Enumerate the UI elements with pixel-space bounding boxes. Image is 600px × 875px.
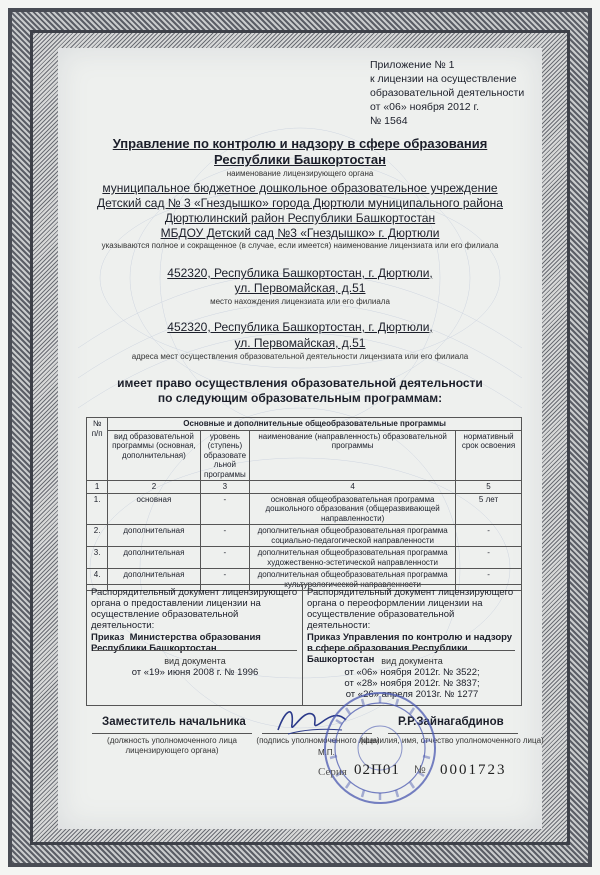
reissue-order-text: Распорядительный документ лицензирующего органа о переоформлении лицензии на осуществление образовательной деятельности: (307, 587, 514, 631)
serial-number: 0001723 (440, 762, 507, 778)
table-header-row (87, 430, 522, 481)
signer-position: Заместитель начальника (102, 716, 246, 728)
licensee-line: Детский сад № 3 «Гнездышко» города Дюртюли муниципального района (97, 196, 503, 210)
issue-order-body: Министерства образования Республики Башкортостан (91, 632, 261, 654)
position-caption: (должность уполномоченного лица (107, 736, 237, 745)
row-level: - (200, 493, 250, 525)
row-term: - (456, 525, 522, 547)
licensee-line: муниципальное бюджетное дошкольное образовательное учреждение (102, 181, 498, 195)
official-stamp (322, 690, 438, 806)
row-kind: дополнительная (108, 525, 200, 547)
appendix-line: образовательной деятельности (370, 87, 525, 99)
row-name: дополнительная общеобразовательная программа культурологической направленности (250, 569, 456, 591)
seal-place-label: М.П. (318, 748, 335, 757)
reissue-doc-caption: вид документа (381, 656, 443, 666)
row-term: - (456, 547, 522, 569)
serial-series: 02П01 (354, 762, 400, 778)
licensee-short-name: МБДОУ Детский сад №3 «Гнездышко» г. Дюртюли (160, 226, 440, 240)
row-term: - (456, 569, 522, 591)
column-number: 4 (250, 481, 456, 494)
reissue-order-date: от «28» ноября 2012г. № 3837; (344, 678, 480, 689)
issue-order-label: Приказ (91, 632, 125, 643)
issue-order-text: Распорядительный документ лицензирующего органа о предоставлении лицензии на осуществление образовательной деятельности: (91, 587, 298, 631)
term-header: нормативный срок освоения (456, 430, 522, 481)
authority-title: Управление по контролю и надзору в сфере образования (112, 136, 488, 151)
authority-caption: наименование лицензирующего органа (226, 169, 374, 178)
activity-address-line: ул. Первомайская, д.51 (234, 336, 366, 350)
column-number: 1 (87, 481, 108, 494)
kind-header: вид образовательной программы (основная, дополнительная) (108, 430, 200, 481)
number-sign: № (414, 764, 426, 776)
appendix-line: Приложение № 1 (370, 59, 455, 71)
appendix-block (370, 58, 530, 128)
column-number: 3 (200, 481, 250, 494)
appendix-line: к лицензии на осуществление (370, 73, 517, 85)
row-name: дополнительная общеобразовательная программа социально-педагогической направленности (250, 525, 456, 547)
row-level: - (200, 569, 250, 591)
row-num: 4. (87, 569, 108, 591)
appendix-line: № 1564 (370, 115, 408, 127)
row-kind: дополнительная (108, 547, 200, 569)
table-row (87, 525, 522, 547)
num-header: № п/п (87, 418, 108, 481)
activity-address-caption: адреса мест осуществления образовательной деятельности лицензиата или его филиала (131, 352, 469, 361)
row-term: 5 лет (456, 493, 522, 525)
location-caption: место нахождения лицензиата или его филиала (210, 297, 390, 306)
row-num: 2. (87, 525, 108, 547)
authority-title-2: Республики Башкортостан (214, 152, 386, 167)
group-header: Основные и дополнительные общеобразовательные программы (108, 418, 522, 431)
licensee-line: Дюртюлинский район Республики Башкортостан (164, 211, 436, 225)
row-kind: дополнительная (108, 569, 200, 591)
column-number-row (87, 481, 522, 494)
orders-block (86, 584, 522, 706)
name-header: наименование (направленность) образовательной программы (250, 430, 456, 481)
table-row (87, 547, 522, 569)
licensee-caption: указываются полное и сокращенное (в случае, если имеется) наименование лицензиата или его филиала (101, 241, 499, 250)
programs-table (86, 417, 522, 591)
position-caption: лицензирующего органа) (125, 746, 219, 755)
row-num: 1. (87, 493, 108, 525)
column-number: 5 (456, 481, 522, 494)
location-line: 452320, Республика Башкортостан, г. Дюртюли, (167, 266, 433, 280)
issue-order (87, 585, 303, 705)
row-level: - (200, 525, 250, 547)
table-row (87, 493, 522, 525)
row-num: 3. (87, 547, 108, 569)
row-name: основная общеобразовательная программа дошкольного образования (общеразвивающей направленности) (250, 493, 456, 525)
signer-name: Р.Р.Зайнагабдинов (398, 716, 504, 728)
level-header: уровень (ступень) образовате льной программы (200, 430, 250, 481)
column-number: 2 (108, 481, 200, 494)
reissue-order-date: от «06» ноября 2012г. № 3522; (344, 667, 480, 678)
issue-order-date: от «19» июня 2008 г. № 1996 (131, 667, 259, 678)
issue-doc-caption: вид документа (164, 656, 226, 666)
signature-caption: (подпись уполномоченного лица) (256, 736, 380, 745)
reissue-order-doc: Приказ Управления по контролю и надзору в сфере образования Республики Башкортостан (307, 632, 513, 665)
appendix-line: от «06» ноября 2012 г. (370, 101, 480, 113)
reissue-order-date: от «26» апреля 2013г. № 1277 (345, 689, 479, 700)
right-statement: имеет право осуществления образовательной деятельности (117, 376, 483, 390)
row-level: - (200, 547, 250, 569)
row-name: дополнительная общеобразовательная программа художественно-эстетической направленности (250, 547, 456, 569)
activity-address-line: 452320, Республика Башкортостан, г. Дюртюли, (167, 320, 433, 334)
table-header-row (87, 418, 522, 431)
right-statement-2: по следующим образовательным программам: (157, 391, 443, 405)
row-kind: основная (108, 493, 200, 525)
serial-label: Серия (318, 766, 347, 778)
name-caption: (фамилия, имя, отчество уполномоченного лица) (360, 736, 544, 745)
location-line: ул. Первомайская, д.51 (234, 281, 366, 295)
reissue-order (303, 585, 521, 705)
